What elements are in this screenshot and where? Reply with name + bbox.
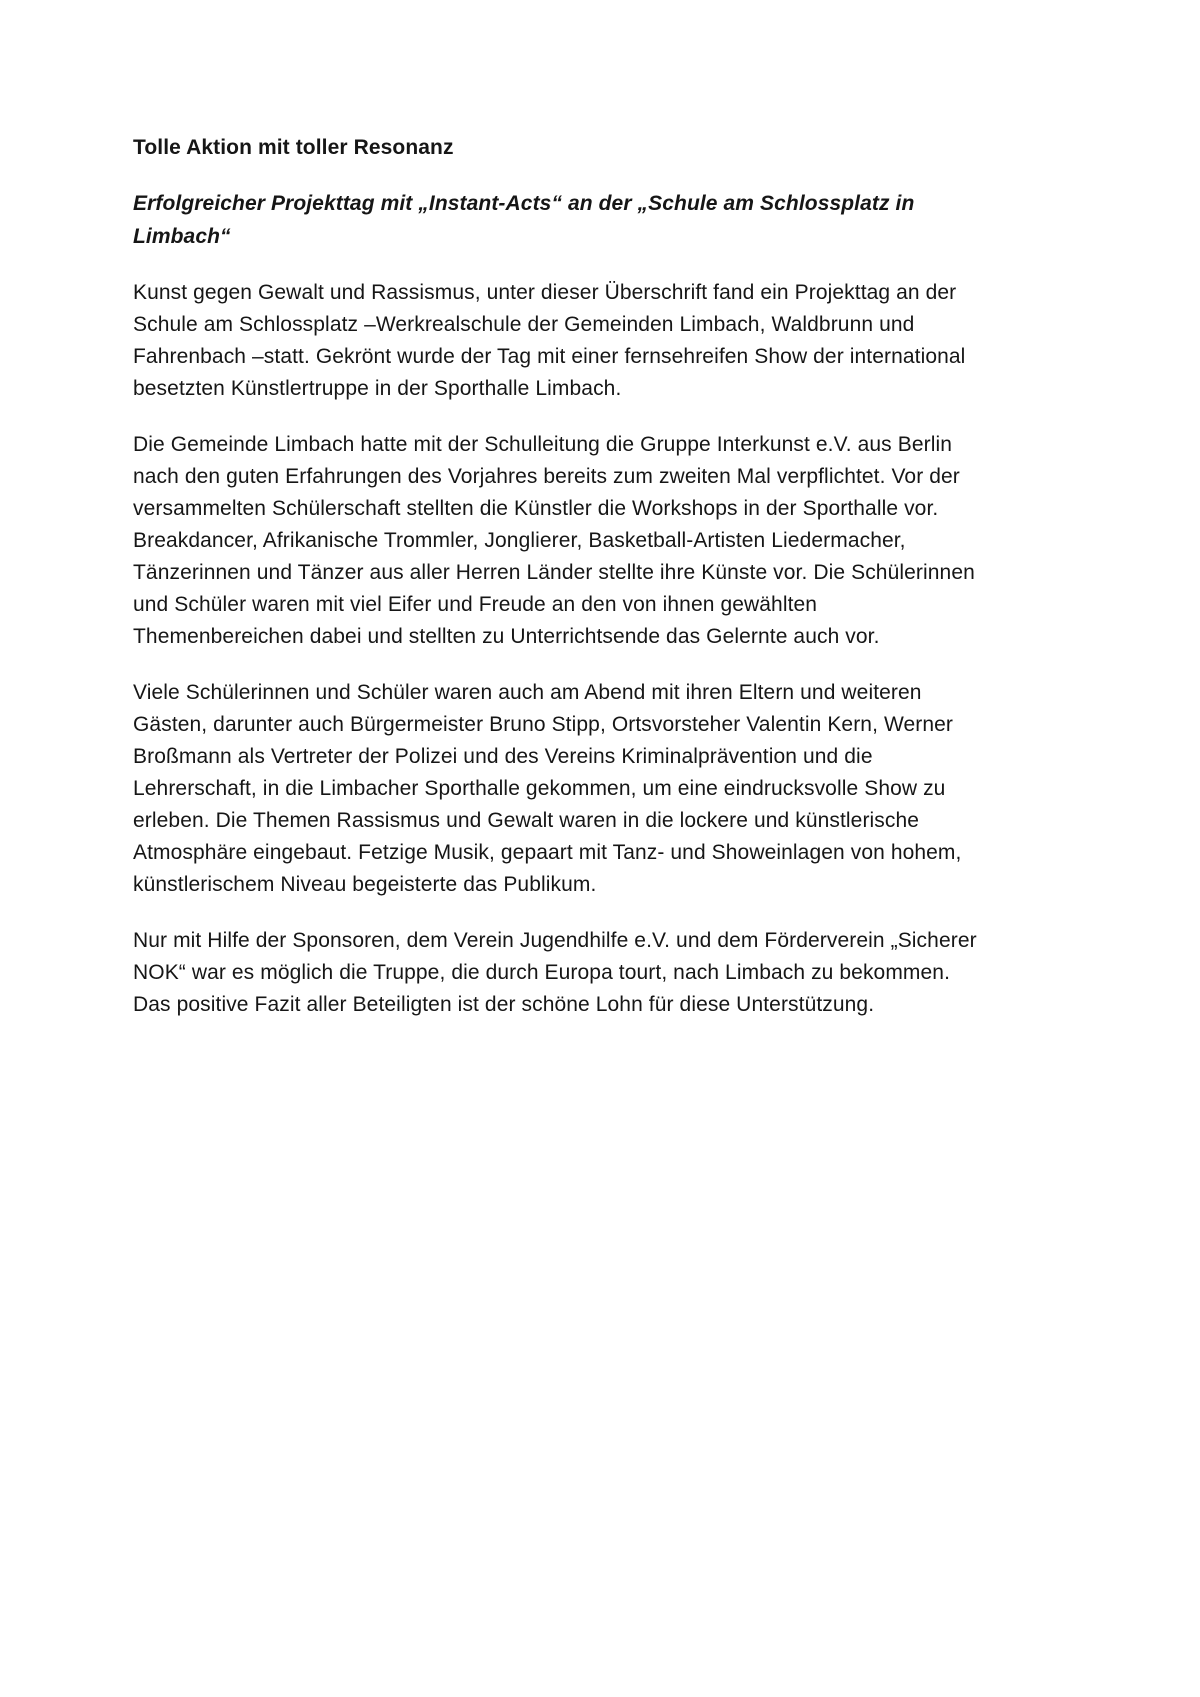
- paragraph-4: Nur mit Hilfe der Sponsoren, dem Verein Jugendhilfe e.V. und dem Förderverein „Sicherer NOK“ war es möglich die Truppe, die durch Europa tourt, nach Limbach zu bekommen. Das positive Fazit aller Beteiligten ist der schöne Lohn für diese Unterstützung.: [133, 929, 977, 1016]
- paragraph-2: Die Gemeinde Limbach hatte mit der Schulleitung die Gruppe Interkunst e.V. aus Berlin nach den guten Erfahrungen des Vorjahres bereits zum zweiten Mal verpflichtet. Vor der versammelten Schülerschaft stellten die Künstler die Workshops in der Sporthalle vor. Breakdancer, Afrikanische Trommler, Jonglierer, Basketball-Artisten Liedermacher, Tänzerinnen und Tänzer aus aller Herren Länder stellte ihre Künste vor. Die Schülerinnen und Schüler waren mit viel Eifer und Freude an den von ihnen gewählten Themenbereichen dabei und stellten zu Unterrichtsende das Gelernte auch vor.: [133, 433, 975, 648]
- paragraph-1: Kunst gegen Gewalt und Rassismus, unter dieser Überschrift fand ein Projekttag an der Schule am Schlossplatz –Werkrealschule der Gemeinden Limbach, Waldbrunn und Fahrenbach –statt. Gekrönt wurde der Tag mit einer fernsehreifen Show der international besetzten Künstlertruppe in der Sporthalle Limbach.: [133, 281, 966, 400]
- document-content: [133, 133, 978, 1045]
- paragraph-3: Viele Schülerinnen und Schüler waren auch am Abend mit ihren Eltern und weiteren Gästen, darunter auch Bürgermeister Bruno Stipp, Ortsvorsteher Valentin Kern, Werner Broßmann als Vertreter der Polizei und des Vereins Kriminalprävention und die Lehrerschaft, in die Limbacher Sporthalle gekommen, um eine eindrucksvolle Show zu erleben. Die Themen Rassismus und Gewalt waren in die lockere und künstlerische Atmosphäre eingebaut. Fetzige Musik, gepaart mit Tanz- und Showeinlagen von hohem, künstlerischem Niveau begeisterte das Publikum.: [133, 681, 962, 896]
- document-title: Tolle Aktion mit toller Resonanz: [133, 136, 454, 159]
- document-subtitle: Erfolgreicher Projekttag mit „Instant-Acts“ an der „Schule am Schlossplatz in Limbach“: [133, 192, 915, 248]
